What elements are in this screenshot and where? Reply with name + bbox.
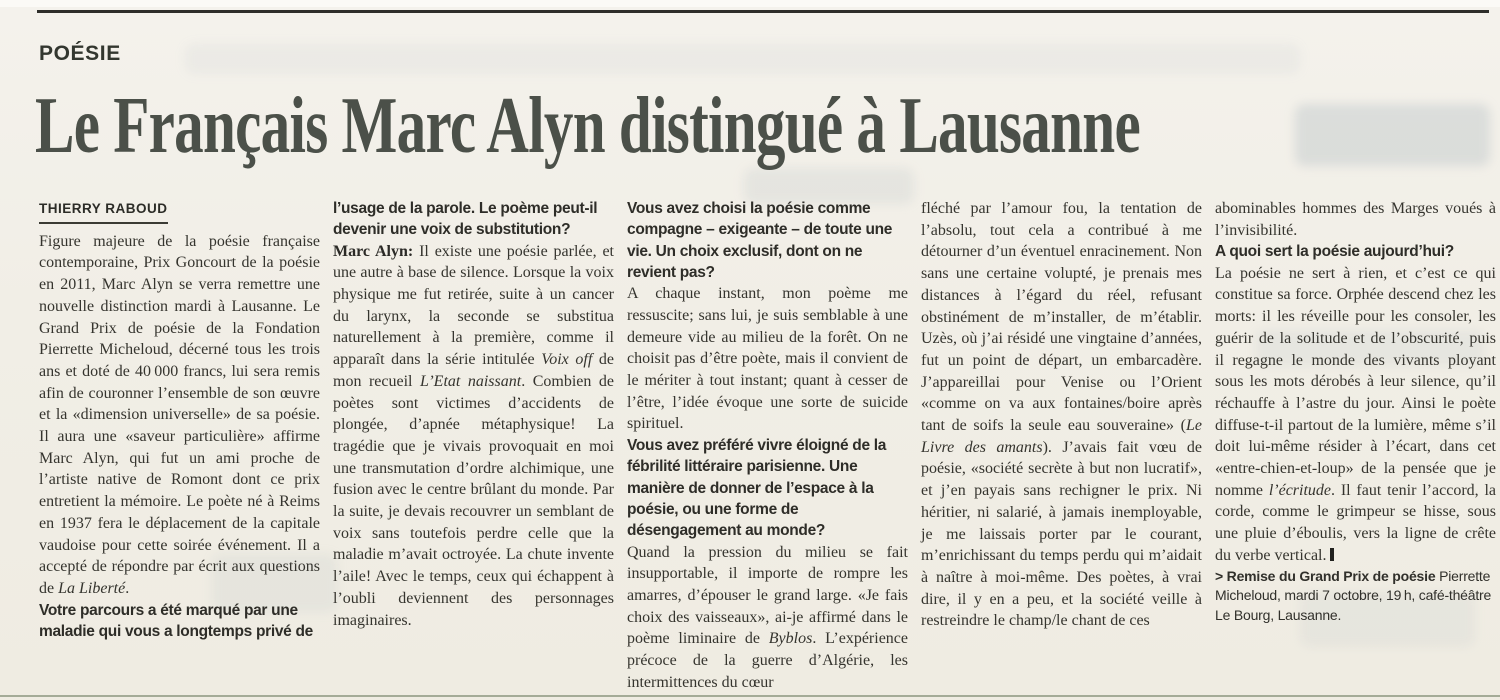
event-info-footer: > Remise du Grand Prix de poésie Pierrette Micheloud, mardi 7 octobre, 19 h, café-théâtre Le Bourg, Lausanne. (1215, 567, 1492, 623)
column-4 (921, 198, 1202, 694)
interview-answer: A chaque instant, mon poème me ressuscite; sans lui, je suis semblable à une demeure vide au milieu de la forêt. On ne choisit pas d’être poète, mais il convient de le mériter à tout instant; quant à cesser de l’être, l’idée évoque une sorte de suicide spirituel. (627, 285, 908, 433)
article-headline: Le Français Marc Alyn distingué à Lausanne (35, 80, 1140, 170)
scan-top-margin (0, 0, 1500, 7)
author-byline: THIERRY RABOUD (39, 198, 168, 224)
section-divider-rule (37, 10, 1489, 13)
bleed-through-artifact (185, 44, 1300, 74)
interview-answer-continued: abominables hommes des Marges voués à l’invisibilité. (1215, 200, 1496, 239)
interview-answer: La poésie ne sert à rien, et c’est ce qui constitue sa force. Orphée descend chez les morts: il les réveille pour les consoler, les guérir de la solitude et de l’obscurité, puis il regagne le monde des vivants ployant sous les mots dérobés à leur silence, qu’il réchauffe à l’astre du jour. Ainsi le poète diffuse-t-il partout de la lumière, même s’il doit lui-même résider à l’écart, dans cet «entre-chien-et-loup» de la pensée que je nomme l’écritude. Il faut tenir l’accord, la corde, comme le grimpeur se hisse, sous une pluie d’éboulis, vers la ligne de crête du verbe vertical. (1215, 264, 1496, 564)
page-fold-line (0, 695, 1500, 697)
column-5 (1215, 198, 1496, 694)
column-2 (333, 198, 614, 694)
interview-question: A quoi sert la poésie aujourd’hui? (1215, 243, 1454, 261)
interview-answer: Quand la pression du milieu se fait insupportable, il importe de rompre les amarres, d’épouser le grand large. «Je fais choix des vaisseaux», ai-je affirmé dans le poème liminaire de Byblos. L’expérience précoce de la guerre d’Algérie, les intermittences du cœur (627, 543, 908, 691)
section-kicker: POÉSIE (39, 42, 121, 65)
column-3 (627, 198, 908, 694)
column-1 (39, 198, 320, 694)
interview-answer-continued: fléché par l’amour fou, la tentation de l’absolu, tout cela a contribué à me détourner d’un éventuel enracinement. Non sans une certaine volupté, je prenais mes distances à l’égard du réel, refusant obstinément de m’installer, de m’établir. Uzès, où j’ai résidé une vingtaine d’années, fut un point de départ, un embarcadère. J’appareillai pour Venise ou l’Orient «comme on va aux fontaines/boire après tant de soifs la seule eau souveraine» (Le Livre des amants). J’avais fait vœu de poésie, «société secrète à but non lucratif», et j’en payais sans rechigner le prix. Ni héritier, ni salarié, à jamais inemployable, je me laissais porter par le courant, m’enrichissant du temps perdu qui m’aidait à naître à moi-même. Des poètes, à vrai dire, il y en a peu, et la société veille à restreindre le champ/le chant de ces (921, 200, 1202, 630)
interview-question: Vous avez préféré vivre éloigné de la fébrilité littéraire parisienne. Une manière de donner de l’espace à la poésie, ou une forme de désengagement au monde? (627, 437, 887, 540)
bleed-through-artifact (1295, 104, 1490, 166)
interview-question-continued: l’usage de la parole. Le poème peut-il devenir une voix de substitution? (333, 200, 598, 239)
lead-paragraph: Figure majeure de la poésie française contemporaine, Prix Goncourt de la poésie en 2011, Marc Alyn se verra remettre une nouvelle distinction mardi à Lausanne. Le Grand Prix de poésie de la Fondation Pierrette Micheloud, décerné tous les trois ans et doté de 40 000 francs, lui sera remis afin de couronner l’ensemble de son œuvre et la «dimension universelle» de sa poésie. Il aura une «saveur particulière» affirme Marc Alyn, qui fut un ami proche de l’artiste native de Romont dont ce prix entretient la mémoire. Le poète né à Reims en 1937 fera le déplacement de la capitale vaudoise pour cette soirée événement. Il a accepté de répondre par écrit aux questions de La Liberté. (39, 232, 320, 597)
article-columns (39, 198, 1496, 694)
interview-question: Votre parcours a été marqué par une maladie qui vous a longtemps privé de (39, 601, 314, 640)
interview-answer: Marc Alyn: Il existe une poésie parlée, et une autre à base de silence. Lorsque la voix physique me fut retirée, suite à un cancer du larynx, la seconde se substitua naturellement à la première, comme il apparaît dans la série intitulée Voix off de mon recueil L’Etat naissant. Combien de poètes sont victimes d’accidents de plongée, d’apnée métaphysique! La tragédie que je vivais provoquait en moi une transmutation d’ordre alchimique, une fusion avec le centre brûlant du monde. Par la suite, je devais recouvrer un semblant de voix sans toutefois perdre celle que la maladie m’avait octroyée. La chute invente l’aile! Avec le temps, ceux qui échappent à l’oubli deviennent des personnages imaginaires. (333, 242, 615, 629)
interview-question: Vous avez choisi la poésie comme compagne – exigeante – de toute une vie. Un choix exclusif, dont on ne revient pas? (627, 200, 893, 281)
